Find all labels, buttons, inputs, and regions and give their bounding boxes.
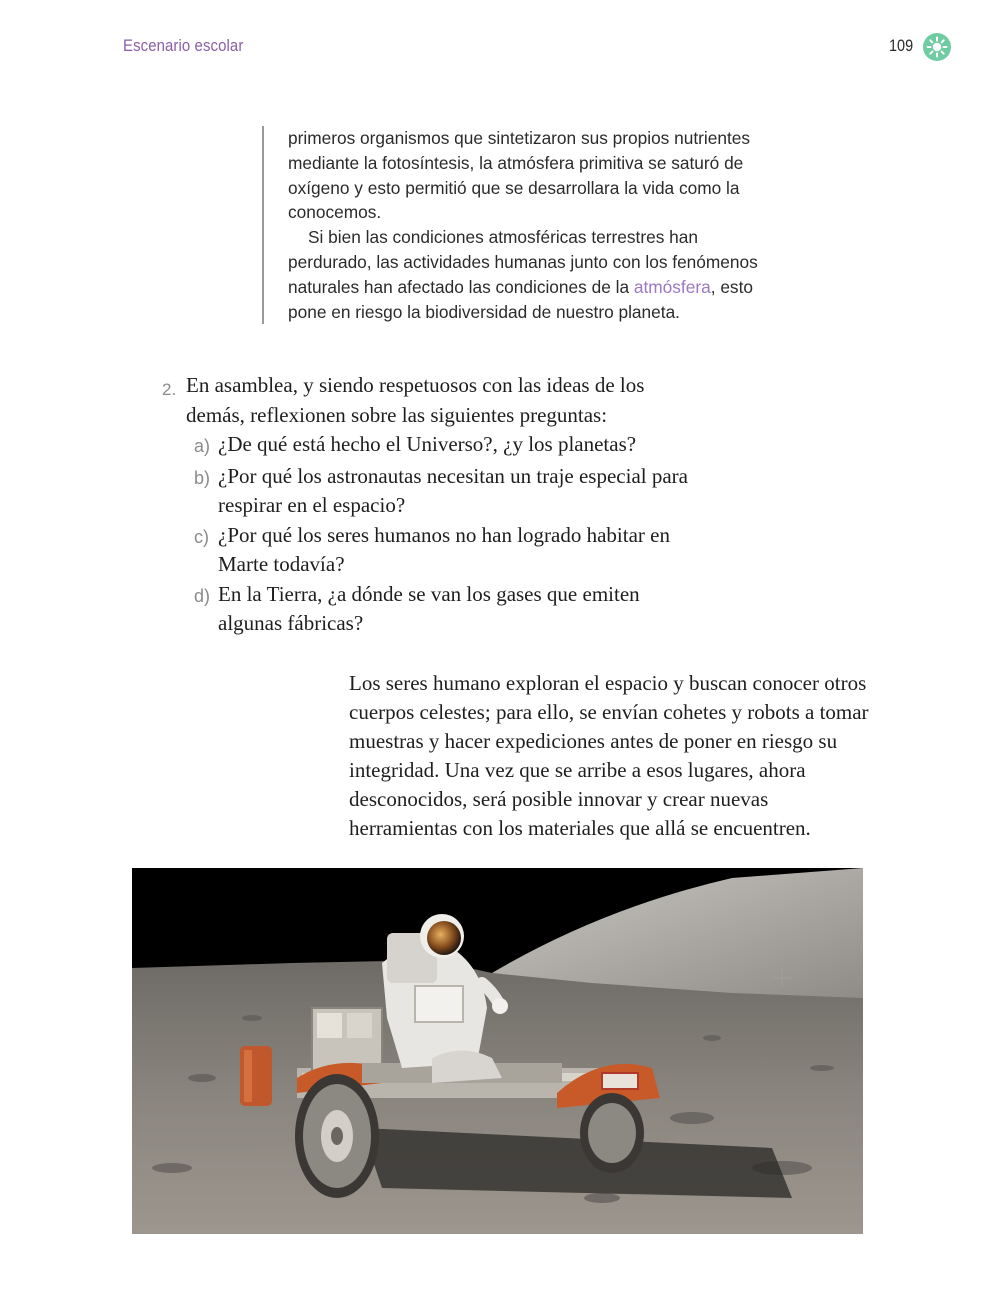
question-item <box>194 580 702 639</box>
question-item <box>194 521 702 580</box>
section-title: Escenario escolar <box>123 36 244 55</box>
question-item <box>194 430 702 462</box>
activity-prompt: En asamblea, y siendo respetuosos con las ideas de los demás, reflexionen sobre las siguientes preguntas: <box>186 373 645 427</box>
question-letter: d) <box>194 585 211 606</box>
reading-paragraph-2-start: Si bien las condiciones atmosféricas terrestres han perdurado, las actividades humanas junto con los fenómenos naturales han afectado las condiciones de la <box>288 227 758 297</box>
page-number: 109 <box>889 36 914 55</box>
sun-icon <box>923 33 951 61</box>
lunar-rover-photo <box>132 868 863 1234</box>
question-text: ¿Por qué los astronautas necesitan un traje especial para respirar en el espacio? <box>218 463 688 517</box>
reading-excerpt <box>262 126 768 324</box>
reading-paragraph-1: primeros organismos que sintetizaron sus propios nutrientes mediante la fotosíntesis, la atmósfera primitiva se saturó de oxígeno y esto permitió que se desarrollara la vida como la conocemos. <box>288 128 751 223</box>
activity-2 <box>162 371 702 639</box>
reading-paragraph-2 <box>288 225 768 324</box>
question-text: ¿Por qué los seres humanos no han logrado habitar en Marte todavía? <box>218 522 670 576</box>
question-list <box>162 430 702 639</box>
activity-prompt-row <box>162 371 702 430</box>
question-letter: c) <box>194 526 209 547</box>
question-letter: b) <box>194 467 211 488</box>
exploration-paragraph: Los seres humano exploran el espacio y buscan conocer otros cuerpos celestes; para ello, se envían cohetes y robots a tomar muestras y hacer expediciones antes de poner en riesgo su integridad. Una vez que se arribe a esos lugares, ahora desconocidos, será posible innovar y crear nuevas herramientas con los materiales que allá se encuentren. <box>349 671 869 840</box>
lunar-rover-illustration <box>132 868 863 1234</box>
reading-paragraph-2-end: , esto pone en riesgo la biodiversidad de nuestro planeta. <box>288 276 753 322</box>
question-item <box>194 462 702 521</box>
question-text: En la Tierra, ¿a dónde se van los gases que emiten algunas fábricas? <box>218 581 640 635</box>
question-letter: a) <box>194 436 211 456</box>
activity-number: 2. <box>162 380 177 399</box>
question-text: ¿De qué está hecho el Universo?, ¿y los planetas? <box>218 432 637 456</box>
glossary-term-atmosfera[interactable]: atmósfera <box>633 276 711 297</box>
